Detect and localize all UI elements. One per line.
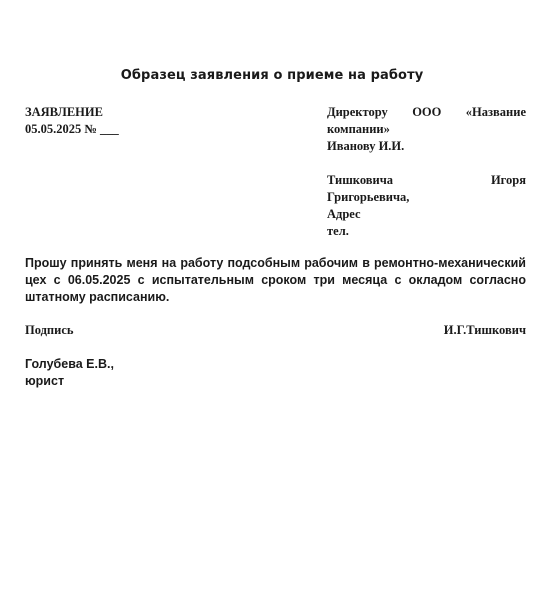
lawyer-name: Голубева Е.В.,: [25, 357, 114, 371]
applicant-word: Тишковича: [327, 173, 394, 187]
applicant-word: Игоря: [490, 173, 526, 187]
signature-label: Подпись: [25, 323, 74, 337]
applicant-address: Адрес: [327, 207, 361, 221]
addressee-name: Иванову И.И.: [327, 139, 405, 153]
addressee-block: [327, 104, 526, 240]
addressee-word: ООО: [412, 105, 442, 119]
addressee-word: Директору: [327, 105, 388, 119]
applicant-phone: тел.: [327, 224, 349, 238]
document-title: Образец заявления о приеме на работу: [120, 68, 424, 83]
addressee-spacer: [327, 155, 526, 172]
application-date-number: 05.05.2025 № ___: [25, 122, 119, 136]
signature-name: И.Г.Тишкович: [443, 323, 526, 337]
addressee-line-director: [327, 104, 526, 121]
application-header: [25, 104, 119, 138]
lawyer-block: [25, 356, 114, 390]
addressee-word: «Название: [465, 105, 526, 119]
application-label: ЗАЯВЛЕНИЕ: [25, 105, 103, 119]
addressee-company: компании»: [327, 122, 390, 136]
application-body: Прошу принять меня на работу подсобным рабочим в ремонтно-механический цех с 06.05.2025 с испытательным сроком три месяца с окладом согласно штатному расписанию.: [25, 256, 526, 304]
signature-row: [25, 322, 526, 339]
applicant-line-name: [327, 172, 526, 189]
applicant-patronymic: Григорьевича,: [327, 190, 410, 204]
lawyer-role: юрист: [25, 374, 65, 388]
